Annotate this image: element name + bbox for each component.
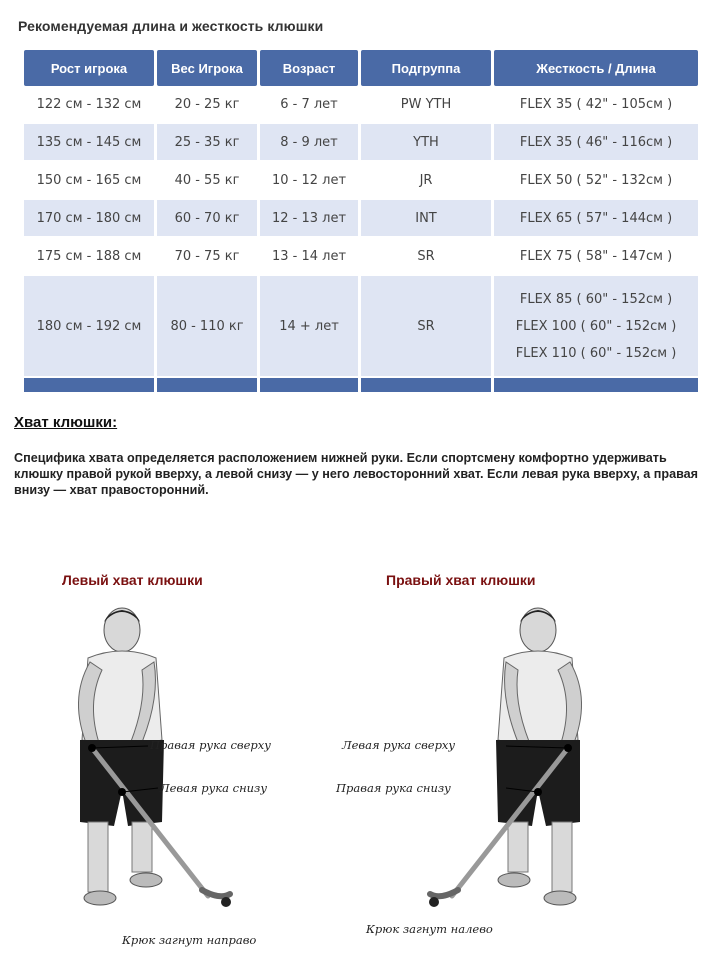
table-cell: INT [361,200,491,238]
table-cell: 60 - 70 кг [157,200,257,238]
table-cell: SR [361,238,491,276]
right-upper-hand-label: Левая рука сверху [342,738,456,752]
table-cell: JR [361,162,491,200]
table-cell: 135 см - 145 см [24,124,154,162]
table-row [24,86,698,124]
left-lower-hand-label: Левая рука снизу [160,781,267,795]
table-footer-row [24,378,698,392]
table-cell: FLEX 50 ( 52" - 132см ) [494,162,698,200]
table-cell: 122 см - 132 см [24,86,154,124]
table-row [24,162,698,200]
stick-size-table [21,50,693,392]
table-cell: 8 - 9 лет [260,124,358,162]
column-header-flex: Жесткость / Длина [494,50,698,86]
table-cell: 13 - 14 лет [260,238,358,276]
left-blade-label: Крюк загнут направо [122,933,257,947]
table-cell: 150 см - 165 см [24,162,154,200]
table-cell: 6 - 7 лет [260,86,358,124]
flex-option: FLEX 85 ( 60" - 152см ) [519,291,673,307]
column-header-age: Возраст [260,50,358,86]
flex-option: FLEX 110 ( 60" - 152см ) [515,345,677,361]
grip-heading: Хват клюшки: [14,414,118,431]
table-cell: 25 - 35 кг [157,124,257,162]
table-cell-flex-list [494,276,698,378]
table-cell: FLEX 65 ( 57" - 144см ) [494,200,698,238]
left-grip-player-illustration [30,600,240,940]
table-cell: 70 - 75 кг [157,238,257,276]
table-cell: SR [361,276,491,378]
table-cell: FLEX 75 ( 58" - 147см ) [494,238,698,276]
table-cell: 40 - 55 кг [157,162,257,200]
right-grip-title: Правый хват клюшки [386,572,536,588]
table-row [24,276,698,378]
table-cell: PW YTH [361,86,491,124]
table-cell: 20 - 25 кг [157,86,257,124]
left-grip-title: Левый хват клюшки [62,572,203,588]
right-lower-hand-label: Правая рука снизу [336,781,451,795]
table-row [24,124,698,162]
page-title: Рекомендуемая длина и жесткость клюшки [18,18,324,34]
table-row [24,238,698,276]
column-header-height: Рост игрока [24,50,154,86]
table-cell: 14 + лет [260,276,358,378]
table-cell: 175 см - 188 см [24,238,154,276]
table-cell: 170 см - 180 см [24,200,154,238]
table-cell: FLEX 35 ( 42" - 105см ) [494,86,698,124]
table-cell: 180 см - 192 см [24,276,154,378]
table-row [24,200,698,238]
table-cell: 10 - 12 лет [260,162,358,200]
table-cell: YTH [361,124,491,162]
grip-paragraph: Специфика хвата определяется расположением нижней руки. Если спортсмену комфортно удерживать клюшку правой рукой вверху, а левой снизу — у него левосторонний хват. Если левая рука вверху, а правая внизу — хват правосторонний. [14,451,699,497]
left-upper-hand-label: Правая рука сверху [150,738,271,752]
table-cell: FLEX 35 ( 46" - 116см ) [494,124,698,162]
table-cell: 80 - 110 кг [157,276,257,378]
column-header-weight: Вес Игрока [157,50,257,86]
right-grip-player-illustration [420,600,630,940]
flex-option: FLEX 100 ( 60" - 152см ) [515,318,677,334]
column-header-group: Подгруппа [361,50,491,86]
table-header-row [24,50,698,86]
right-blade-label: Крюк загнут налево [366,922,493,936]
table-cell: 12 - 13 лет [260,200,358,238]
